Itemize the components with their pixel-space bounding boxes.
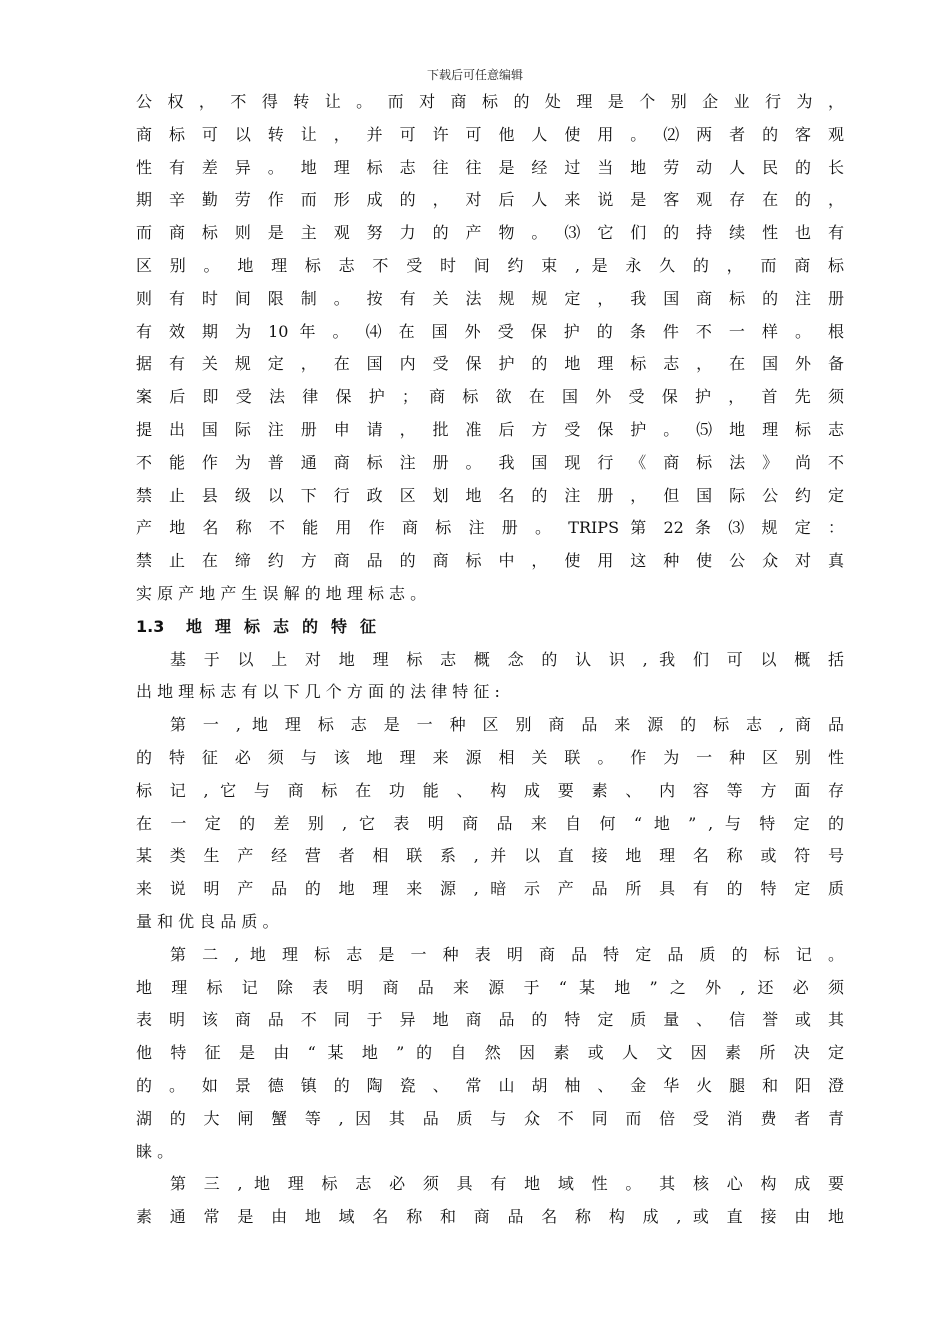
text-line: 的 。 如 景 德 镇 的 陶 瓷 、 常 山 胡 柚 、 金 华 火 腿 和 阳 澄	[136, 1075, 844, 1095]
text-line: 区 别 。 地 理 标 志 不 受 时 间 约 束 , 是 永 久 的 ， 而 商 标	[136, 255, 844, 275]
text-line: 禁 止 在 缔 约 方 商 品 的 商 标 中 ， 使 用 这 种 使 公 众 对 真	[136, 551, 844, 571]
text-line: 在 一 定 的 差 别 , 它 表 明 商 品 来 自 何 “ 地 ” , 与 特 定 的	[136, 813, 844, 833]
text-line: 则 有 时 间 限 制 。 按 有 关 法 规 规 定 ， 我 国 商 标 的 注 册	[136, 288, 844, 308]
section-title: 地理标志的特征	[186, 616, 390, 636]
text-line: 期 辛 勤 劳 作 而 形 成 的 ， 对 后 人 来 说 是 客 观 存 在 的 ，	[136, 190, 844, 210]
section-heading	[136, 611, 844, 644]
paragraph-1	[136, 86, 844, 611]
text-line: 地 理 标 记 除 表 明 商 品 来 源 于 “ 某 地 ” 之 外 , 还 必 须	[136, 977, 844, 997]
text-line: 睐 。	[136, 1141, 174, 1161]
paragraph-3	[136, 709, 844, 939]
text-line: 第 二 , 地 理 标 志 是 一 种 表 明 商 品 特 定 品 质 的 标 记 。	[170, 944, 844, 964]
text-line: 而 商 标 则 是 主 观 努 力 的 产 物 。 ⑶ 它 们 的 持 续 性 也 有	[136, 223, 844, 243]
text-line: 来 说 明 产 品 的 地 理 来 源 , 暗 示 产 品 所 具 有 的 特 定 质	[136, 879, 844, 899]
page-header: 下载后可任意编辑	[426, 68, 523, 82]
text-line: 素 通 常 是 由 地 域 名 称 和 商 品 名 称 构 成 , 或 直 接 由 地	[136, 1207, 844, 1227]
text-line: 据 有 关 规 定 ， 在 国 内 受 保 护 的 地 理 标 志 ， 在 国 外 备	[136, 354, 844, 374]
text-line: 第 三 , 地 理 标 志 必 须 具 有 地 域 性 。 其 核 心 构 成 要	[170, 1174, 844, 1194]
paragraph-5	[136, 1168, 844, 1234]
text-line: 不 能 作 为 普 通 商 标 注 册 。 我 国 现 行 《 商 标 法 》 尚 不	[136, 452, 844, 472]
text-line: 他 特 征 是 由 “ 某 地 ” 的 自 然 因 素 或 人 文 因 素 所 决 定	[136, 1043, 844, 1063]
text-line: 标 记 , 它 与 商 标 在 功 能 、 构 成 要 素 、 内 容 等 方 面 存	[136, 780, 844, 800]
text-line: 公 权 ， 不 得 转 让 。 而 对 商 标 的 处 理 是 个 别 企 业 行 为 ，	[136, 92, 844, 111]
text-line: 禁 止 县 级 以 下 行 政 区 划 地 名 的 注 册 ， 但 国 际 公 约 定	[136, 485, 844, 505]
text-line: 商 标 可 以 转 让 ， 并 可 许 可 他 人 使 用 。 ⑵ 两 者 的 客 观	[136, 124, 844, 144]
text-line: 的 特 征 必 须 与 该 地 理 来 源 相 关 联 。 作 为 一 种 区 别 性	[136, 747, 844, 767]
text-line: 提 出 国 际 注 册 申 请 ， 批 准 后 方 受 保 护 。 ⑸ 地 理 标 志	[136, 419, 844, 439]
text-line: 某 类 生 产 经 营 者 相 联 系 , 并 以 直 接 地 理 名 称 或 符 号	[136, 846, 844, 866]
text-line: 表 明 该 商 品 不 同 于 异 地 商 品 的 特 定 质 量 、 信 誉 或 其	[136, 1010, 844, 1030]
text-line: 实 原 产 地 产 生 误 解 的 地 理 标 志 。	[136, 583, 427, 603]
text-line: 第 一 , 地 理 标 志 是 一 种 区 别 商 品 来 源 的 标 志 , 商 品	[170, 715, 844, 735]
text-line: 性 有 差 异 。 地 理 标 志 往 往 是 经 过 当 地 劳 动 人 民 的 长	[136, 157, 844, 177]
paragraph-2	[136, 644, 844, 710]
text-line: 有 效 期 为 10 年 。 ⑷ 在 国 外 受 保 护 的 条 件 不 一 样 。 根	[136, 321, 844, 341]
text-line: 湖 的 大 闸 蟹 等 , 因 其 品 质 与 众 不 同 而 倍 受 消 费 者 青	[136, 1108, 844, 1128]
text-line: 出 地 理 标 志 有 以 下 几 个 方 面 的 法 律 特 征 :	[136, 682, 500, 702]
document-body	[136, 86, 844, 1234]
paragraph-4	[136, 939, 844, 1169]
text-line: 案 后 即 受 法 律 保 护 ； 商 标 欲 在 国 外 受 保 护 ， 首 先 须	[136, 387, 844, 407]
section-number: 1.3	[136, 616, 165, 636]
text-line: 基 于 以 上 对 地 理 标 志 概 念 的 认 识 , 我 们 可 以 概 括	[170, 649, 844, 669]
text-line: 产 地 名 称 不 能 用 作 商 标 注 册 。 TRIPS 第 22 条 ⑶ 规 定 ：	[136, 518, 844, 538]
text-line: 量 和 优 良 品 质 。	[136, 911, 279, 931]
